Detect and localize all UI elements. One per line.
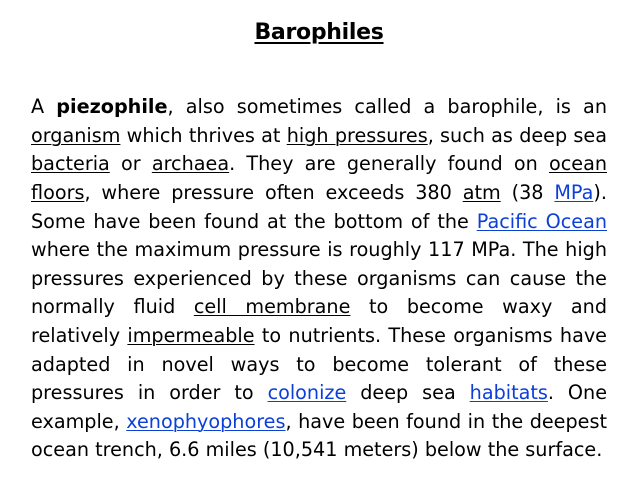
text-run: to nutrients. These organisms have adapted in novel ways to become tolerant of these pressures in order to xyxy=(31,323,607,405)
bold-term: piezophile xyxy=(56,95,168,119)
text-run: . They are generally found on xyxy=(229,152,549,176)
text-run: ). Some have been found at the bottom of the xyxy=(31,180,607,233)
title-text: Barophiles xyxy=(254,20,384,45)
hyperlink-archaea[interactable]: archaea xyxy=(151,152,230,176)
hyperlink-ocean-floors[interactable]: ocean floors xyxy=(31,152,607,204)
hyperlink-cell-membrane[interactable]: cell membrane xyxy=(193,295,351,319)
text-run: , where pressure often exceeds 380 xyxy=(84,180,463,204)
text-run: to become waxy and relatively xyxy=(31,295,608,347)
hyperlink-xenophyophores[interactable]: xenophyophores xyxy=(126,409,286,433)
hyperlink-high-pressures[interactable]: high pressures xyxy=(286,123,428,147)
body-paragraph xyxy=(31,93,607,465)
text-run: , such as deep sea xyxy=(427,123,607,147)
text-run: which thrives at xyxy=(120,123,287,147)
text-run: . One example, xyxy=(31,381,607,433)
text-run: where the maximum pressure is roughly 117 MPa. The high pressures experienced by these organisms can cause the normally fluid xyxy=(31,238,607,319)
text-run: deep sea xyxy=(346,381,470,405)
hyperlink-pacific-ocean[interactable]: Pacific Ocean xyxy=(476,209,607,233)
hyperlink-atm[interactable]: atm xyxy=(462,180,501,204)
text-run: (38 xyxy=(500,180,555,204)
page-title xyxy=(0,20,638,45)
text-run: A xyxy=(31,95,57,119)
text-run: or xyxy=(109,152,152,176)
hyperlink-habitats[interactable]: habitats xyxy=(469,381,548,405)
text-run: , have been found in the deepest ocean trench, 6.6 miles (10,541 meters) below the surface. xyxy=(31,409,607,462)
text-run: , also sometimes called a barophile, is an xyxy=(167,95,607,119)
hyperlink-organism[interactable]: organism xyxy=(31,123,121,147)
hyperlink-impermeable[interactable]: impermeable xyxy=(127,323,255,347)
hyperlink-colonize[interactable]: colonize xyxy=(267,381,347,405)
hyperlink-bacteria[interactable]: bacteria xyxy=(31,152,110,176)
hyperlink-mpa[interactable]: MPa xyxy=(554,180,594,204)
